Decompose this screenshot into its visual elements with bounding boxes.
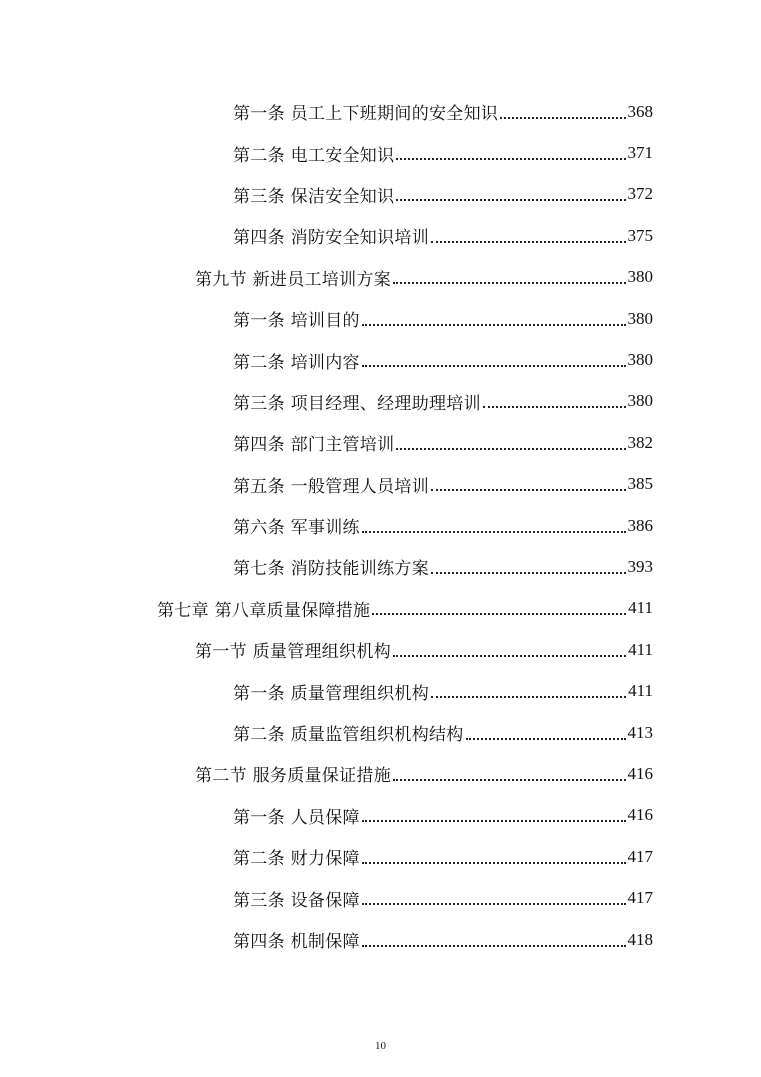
toc-entry[interactable] bbox=[0, 753, 761, 794]
toc-dot-leader bbox=[396, 448, 625, 450]
toc-dot-leader bbox=[393, 779, 625, 781]
toc-entry-title: 第七章 第八章质量保障措施 bbox=[157, 600, 371, 621]
toc-entry-page: 372 bbox=[627, 184, 653, 204]
toc-entry-page: 417 bbox=[627, 846, 653, 866]
toc-entry-page: 411 bbox=[628, 598, 653, 618]
toc-dot-leader bbox=[466, 738, 626, 740]
toc-entry-page: 380 bbox=[627, 308, 653, 328]
toc-entry-title: 第三条 项目经理、经理助理培训 bbox=[233, 393, 481, 414]
toc-entry[interactable] bbox=[0, 505, 761, 546]
toc-entry-title: 第三条 设备保障 bbox=[233, 890, 360, 911]
toc-dot-leader bbox=[431, 696, 626, 698]
toc-entry-title: 第四条 机制保障 bbox=[233, 932, 360, 952]
toc-entry[interactable] bbox=[0, 298, 761, 339]
toc-dot-leader bbox=[362, 945, 626, 947]
toc-entry-page: 393 bbox=[627, 556, 653, 576]
toc-entry-title: 第一条 培训目的 bbox=[233, 311, 360, 332]
toc-entry[interactable] bbox=[0, 174, 761, 215]
toc-entry-title: 第二条 电工安全知识 bbox=[233, 145, 395, 166]
toc-entry-page: 385 bbox=[627, 474, 653, 494]
toc-entry[interactable] bbox=[0, 588, 761, 629]
toc-entry[interactable] bbox=[0, 215, 761, 256]
toc-entry-title: 第六条 军事训练 bbox=[233, 518, 360, 539]
toc-entry-title: 第九节 新进员工培训方案 bbox=[195, 269, 392, 290]
toc-dot-leader bbox=[396, 158, 625, 160]
toc-entry[interactable] bbox=[0, 339, 761, 380]
toc-dot-leader bbox=[393, 655, 626, 657]
toc-entry-title: 第五条 一般管理人员培训 bbox=[233, 476, 430, 497]
toc-entry[interactable] bbox=[0, 670, 761, 711]
toc-entry-page: 416 bbox=[627, 805, 653, 825]
toc-entry[interactable] bbox=[0, 919, 761, 960]
toc-entry-page: 413 bbox=[627, 722, 653, 742]
toc-dot-leader bbox=[483, 406, 626, 408]
toc-entry-title: 第一条 质量管理组织机构 bbox=[233, 683, 430, 704]
toc-dot-leader bbox=[393, 282, 625, 284]
toc-dot-leader bbox=[372, 613, 626, 615]
toc-entry-title: 第二条 质量监管组织机构结构 bbox=[233, 725, 464, 746]
toc-entry-page: 416 bbox=[627, 763, 653, 783]
toc-entry-page: 411 bbox=[628, 639, 653, 659]
toc-entry-title: 第二条 财力保障 bbox=[233, 849, 360, 870]
toc-entry-title: 第二条 培训内容 bbox=[233, 352, 360, 373]
toc-entry-title: 第一条 人员保障 bbox=[233, 807, 360, 828]
toc-entry[interactable] bbox=[0, 877, 761, 918]
page-number: 10 bbox=[375, 1040, 386, 1052]
toc-entry-title: 第二节 服务质量保证措施 bbox=[195, 766, 392, 787]
toc-entry-title: 第四条 消防安全知识培训 bbox=[233, 228, 430, 249]
toc-entry-page: 368 bbox=[627, 101, 653, 121]
toc-entry[interactable] bbox=[0, 546, 761, 587]
toc-entry-page: 382 bbox=[627, 432, 653, 452]
toc-entry[interactable] bbox=[0, 132, 761, 173]
toc-dot-leader bbox=[396, 199, 625, 201]
toc-entry-page: 371 bbox=[627, 143, 653, 163]
toc-entry[interactable] bbox=[0, 836, 761, 877]
toc-entry[interactable] bbox=[0, 464, 761, 505]
toc-entry[interactable] bbox=[0, 712, 761, 753]
toc-entry-page: 380 bbox=[627, 267, 653, 287]
toc-entry[interactable] bbox=[0, 91, 761, 132]
toc-dot-leader bbox=[362, 903, 626, 905]
toc-entry[interactable] bbox=[0, 795, 761, 836]
toc-entry-page: 418 bbox=[627, 929, 653, 949]
toc-entry[interactable] bbox=[0, 381, 761, 422]
toc-entry-page: 386 bbox=[627, 515, 653, 535]
table-of-contents bbox=[0, 91, 761, 960]
toc-entry-title: 第一条 员工上下班期间的安全知识 bbox=[233, 104, 499, 125]
toc-entry-page: 411 bbox=[628, 681, 653, 701]
toc-entry-title: 第一节 质量管理组织机构 bbox=[195, 642, 392, 663]
toc-dot-leader bbox=[362, 820, 626, 822]
toc-dot-leader bbox=[500, 117, 625, 119]
toc-entry[interactable] bbox=[0, 629, 761, 670]
toc-entry-title: 第四条 部门主管培训 bbox=[233, 435, 395, 456]
toc-entry-page: 375 bbox=[627, 225, 653, 245]
toc-entry[interactable] bbox=[0, 257, 761, 298]
toc-dot-leader bbox=[431, 572, 625, 574]
toc-dot-leader bbox=[431, 241, 625, 243]
toc-dot-leader bbox=[362, 531, 626, 533]
toc-entry[interactable] bbox=[0, 422, 761, 463]
toc-entry-page: 380 bbox=[627, 391, 653, 411]
toc-dot-leader bbox=[362, 365, 626, 367]
toc-entry-title: 第三条 保洁安全知识 bbox=[233, 186, 395, 207]
toc-entry-page: 417 bbox=[627, 888, 653, 908]
toc-dot-leader bbox=[362, 324, 626, 326]
toc-entry-page: 380 bbox=[627, 350, 653, 370]
toc-dot-leader bbox=[431, 489, 625, 491]
toc-dot-leader bbox=[362, 862, 626, 864]
toc-entry-title: 第七条 消防技能训练方案 bbox=[233, 559, 430, 580]
